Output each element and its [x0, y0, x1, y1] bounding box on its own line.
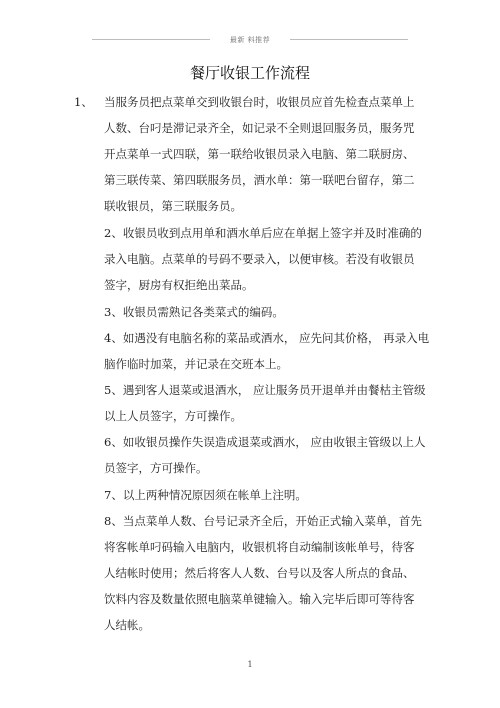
item-text-line: 将客帐单叼码输入电脑内，收银机将自动编制该帐单号，待客	[104, 540, 415, 554]
item-text-line: 7、以上两种情况原因须在帐单上注明。	[104, 488, 307, 502]
header-text: 最新 料推荐	[229, 36, 271, 44]
item-text-line: 当服务员把点菜单交到收银台时，收银员应首先检查点菜单上	[104, 95, 415, 109]
item-text-line: 录入电脑。点菜单的号码不要录入，以便审核。若没有收银员	[104, 252, 415, 266]
item-text-line: 2、收银员收到点用单和酒水单后应在单据上签字并及时准确的	[104, 226, 422, 240]
page-number: 1	[247, 660, 253, 669]
item-text-line: 开点菜单一式四联，第一联给收银员录入电脑、第二联厨房、	[104, 147, 415, 161]
page-header	[92, 34, 408, 46]
item-text-line: 饮料内容及数量依照电脑菜单键输入。输入完毕后即可等待客	[104, 592, 415, 606]
item-text-line: 第三联传菜、第四联服务员，酒水单：第一联吧台留存，第二	[104, 173, 415, 187]
item-number: 1、	[74, 95, 93, 109]
item-text-line: 联收银员，第三联服务员。	[104, 199, 242, 213]
item-text-line: 脑作临时加菜，并记录在交班本上。	[104, 357, 288, 371]
item-text-line: 3、收银员需熟记各类菜式的编码。	[104, 305, 284, 319]
item-text-line: 8、当点菜单人数、台号记录齐全后，开始正式输入菜单，首先	[104, 514, 422, 528]
item-text-line: 人结帐时使用；然后将客人人数、台号以及客人所点的食品、	[104, 566, 415, 580]
item-text-line: 5、遇到客人退菜或退酒水， 应让服务员开退单并由餐枯主管级	[104, 383, 426, 397]
item-text-line: 以上人员签字，方可操作。	[104, 409, 242, 423]
item-text-line: 6、如收银员操作失误造成退菜或酒水， 应由收银主管级以上人	[104, 435, 426, 449]
item-text-line: 员签字，方可操作。	[104, 461, 208, 475]
header-rule-right	[290, 39, 408, 40]
document-title: 餐厅收银工作流程	[189, 64, 310, 82]
item-text-line: 签字，厨房有权拒绝出菜品。	[104, 278, 254, 292]
item-text-line: 4、如遇没有电脑名称的菜品或酒水， 应先问其价格， 再录入电	[104, 331, 430, 345]
item-text-line: 人数、台叼是滞记录齐全，如记录不全则退回服务员，服务咒	[104, 121, 415, 135]
item-text-line: 人结帐。	[104, 618, 150, 632]
